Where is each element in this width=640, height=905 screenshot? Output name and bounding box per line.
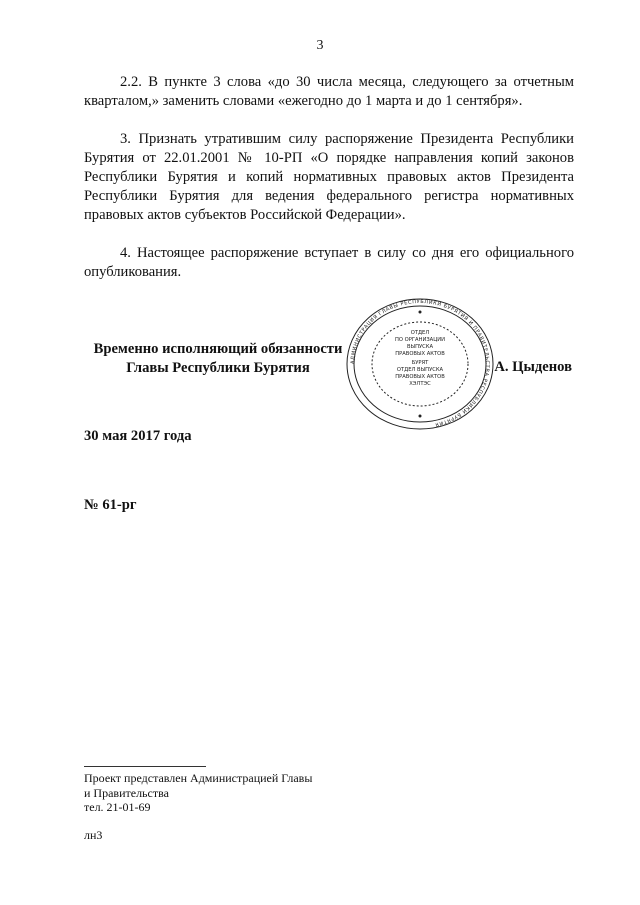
svg-text:ОТДЕЛ ВЫПУСКА: ОТДЕЛ ВЫПУСКА xyxy=(396,367,444,373)
svg-text:ВЫПУСКА: ВЫПУСКА xyxy=(406,344,434,350)
executor-initials: лн3 xyxy=(84,828,103,842)
stamp-ring-text: АДМИНИСТРАЦИЯ ГЛАВЫ РЕСПУБЛИКИ БУРЯТИЯ И ПРАВИТЕЛЬСТВА РЕСПУБЛИКИ БУРЯТИЯ xyxy=(349,298,491,428)
paragraph-4: 4. Настоящее распоряжение вступает в силу со дня его официального опубликования. xyxy=(84,245,574,280)
footnote-divider xyxy=(84,766,206,767)
document-number: № 61-рг xyxy=(84,497,137,513)
footnote-line-2: и Правительства xyxy=(84,785,169,800)
svg-text:БУРЯТ: БУРЯТ xyxy=(411,360,429,366)
official-stamp xyxy=(344,296,496,432)
signatory-position-line1: Временно исполняющий обязанности xyxy=(93,341,343,357)
footnote xyxy=(84,771,312,815)
footnote-phone: тел. 21-01-69 xyxy=(84,800,151,814)
page-number: 3 xyxy=(316,38,324,53)
paragraph-2-2: 2.2. В пункте 3 слова «до 30 числа месяца, следующего за отчетным кварталом,» заменить словами «ежегодно до 1 марта и до 1 сентября». xyxy=(84,74,574,109)
signatory-name: А. Цыденов xyxy=(494,359,572,375)
svg-text:ПРАВОВЫХ АКТОВ: ПРАВОВЫХ АКТОВ xyxy=(395,351,445,357)
paragraph-3: 3. Признать утратившим силу распоряжение Президента Республики Бурятия от 22.01.2001 № 10-РП «О порядке направления копий законов Республики Бурятия и копий нормативных правовых актов Президента Республики Бурятия для ведения федерального регистра нормативных правовых актов субъектов Российской Федерации». xyxy=(84,131,574,223)
svg-text:ПРАВОВЫХ АКТОВ: ПРАВОВЫХ АКТОВ xyxy=(395,374,445,380)
svg-text:ОТДЕЛ: ОТДЕЛ xyxy=(410,330,430,336)
footnote-line-1: Проект представлен Администрацией Главы xyxy=(84,771,313,785)
svg-text:ХЭЛТЭС: ХЭЛТЭС xyxy=(409,381,431,387)
document-date: 30 мая 2017 года xyxy=(84,428,192,444)
document-body xyxy=(84,73,574,301)
signatory-position-line2: Главы Республики Бурятия xyxy=(126,360,310,376)
svg-text:ПО ОРГАНИЗАЦИИ: ПО ОРГАНИЗАЦИИ xyxy=(394,337,446,343)
signatory-position xyxy=(84,340,352,378)
